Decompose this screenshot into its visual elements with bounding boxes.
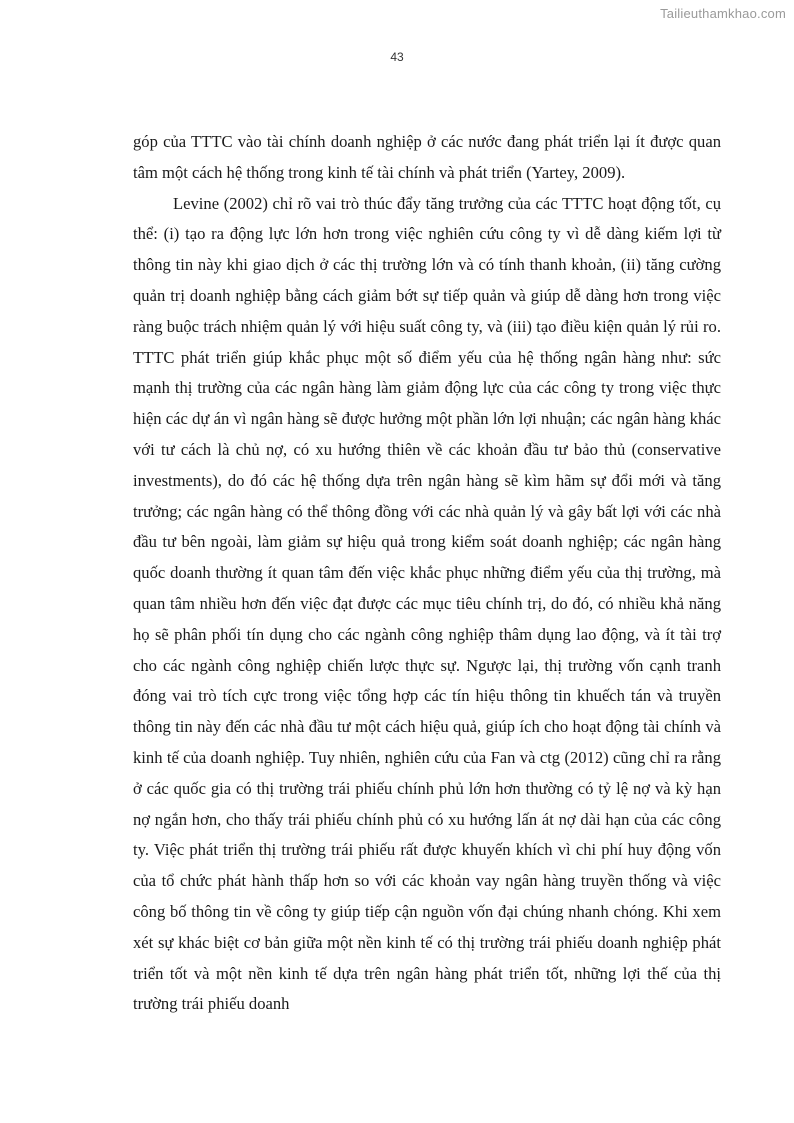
paragraph-continuation: góp của TTTC vào tài chính doanh nghiệp ở các nước đang phát triển lại ít được quan tâm một cách hệ thống trong kinh tế tài chính và phát triển (Yartey, 2009). <box>133 132 721 182</box>
document-body <box>133 127 721 1020</box>
watermark-text: Tailieuthamkhao.com <box>660 6 786 21</box>
paragraph-levine: Levine (2002) chỉ rõ vai trò thúc đẩy tăng trưởng của các TTTC hoạt động tốt, cụ thể: (i) tạo ra động lực lớn hơn trong việc nghiên cứu công ty vì dễ dàng kiếm lợi từ thông tin này khi giao dịch ở các thị trường lớn và có tính thanh khoản, (ii) tăng cường quản trị doanh nghiệp bằng cách giảm bớt sự tiếp quản và giúp dễ dàng hơn trong việc ràng buộc trách nhiệm quản lý với hiệu suất công ty, và (iii) tạo điều kiện quản lý rủi ro. TTTC phát triển giúp khắc phục một số điểm yếu của hệ thống ngân hàng như: sức mạnh thị trường của các ngân hàng làm giảm động lực của các công ty trong việc thực hiện các dự án vì ngân hàng sẽ được hưởng một phần lớn lợi nhuận; các ngân hàng khác với tư cách là chủ nợ, có xu hướng thiên về các khoản đầu tư bảo thủ (conservative investments), do đó các hệ thống dựa trên ngân hàng sẽ kìm hãm sự đổi mới và tăng trưởng; các ngân hàng có thể thông đồng với các nhà quản lý và gây bất lợi với các nhà đầu tư bên ngoài, làm giảm sự hiệu quả trong kiểm soát doanh nghiệp; các ngân hàng quốc doanh thường ít quan tâm đến việc khắc phục những điểm yếu của thị trường, mà quan tâm nhiều hơn đến việc đạt được các mục tiêu chính trị, do đó, có nhiều khả năng họ sẽ phân phối tín dụng cho các ngành công nghiệp thâm dụng lao động, và ít tài trợ cho các ngành công nghiệp chiến lược thực sự. Ngược lại, thị trường vốn cạnh tranh đóng vai trò tích cực trong việc tổng hợp các tín hiệu thông tin khuếch tán và truyền thông tin này đến các nhà đầu tư một cách hiệu quả, giúp ích cho hoạt động tài chính và kinh tế của doanh nghiệp. Tuy nhiên, nghiên cứu của Fan và ctg (2012) cũng chỉ ra rằng ở các quốc gia có thị trường trái phiếu chính phủ lớn hơn thường có tỷ lệ nợ và kỳ hạn nợ ngắn hơn, cho thấy trái phiếu chính phủ có xu hướng lấn át nợ dài hạn của các công ty. Việc phát triển thị trường trái phiếu rất được khuyến khích vì chi phí huy động vốn của tổ chức phát hành thấp hơn so với các khoản vay ngân hàng truyền thống và việc công bố thông tin về công ty giúp tiếp cận nguồn vốn đại chúng nhanh chóng. Khi xem xét sự khác biệt cơ bản giữa một nền kinh tế có thị trường trái phiếu doanh nghiệp phát triển tốt và một nền kinh tế dựa trên ngân hàng phát triển tốt, những lợi thế của thị trường trái phiếu doanh <box>133 193 721 1014</box>
page-number: 43 <box>390 50 404 64</box>
